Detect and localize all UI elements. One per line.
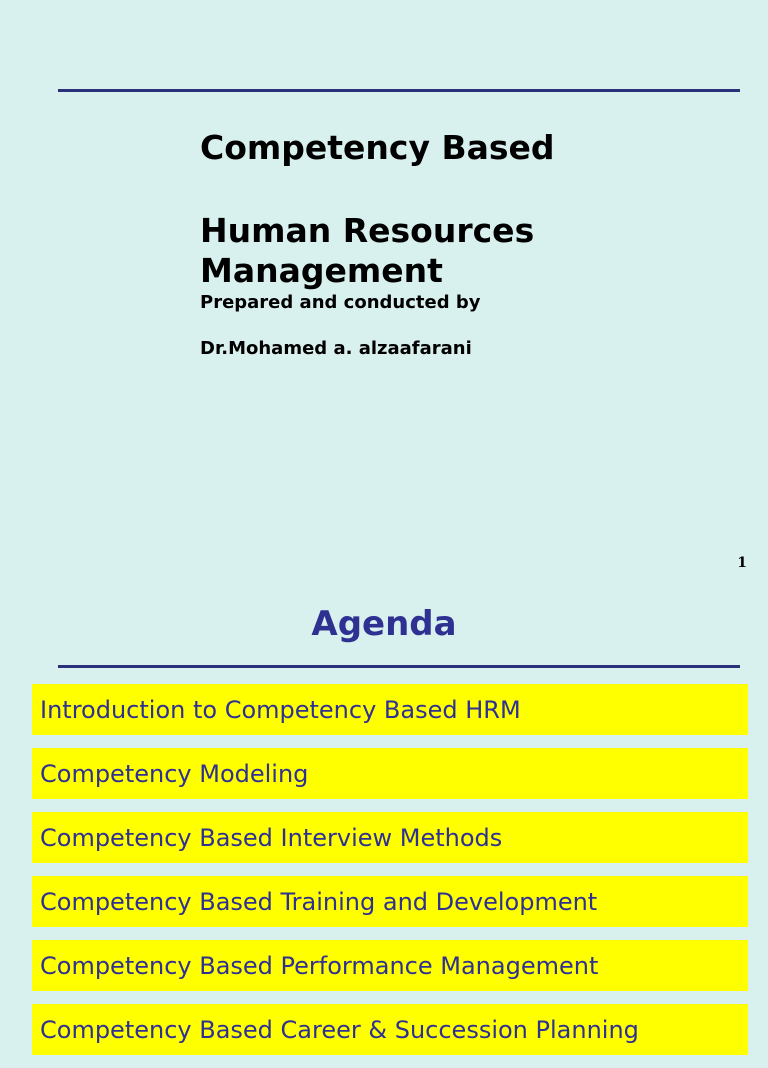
agenda-item: Competency Based Training and Development (32, 876, 748, 927)
agenda-slide (0, 580, 768, 1044)
presentation-title-line-2: Human Resources Management (200, 211, 535, 290)
agenda-list (32, 684, 748, 1068)
title-slide-divider (58, 89, 740, 92)
slide-page-number: 1 (737, 555, 747, 571)
prepared-by-label: Prepared and conducted by (200, 292, 481, 313)
agenda-item: Introduction to Competency Based HRM (32, 684, 748, 735)
agenda-item: Competency Modeling (32, 748, 748, 799)
agenda-item: Competency Based Interview Methods (32, 812, 748, 863)
agenda-item: Competency Based Performance Management (32, 940, 748, 991)
presentation-title-line-1: Competency Based (200, 128, 555, 167)
agenda-title: Agenda (311, 604, 457, 644)
agenda-item: Competency Based Career & Succession Planning (32, 1004, 748, 1055)
author-name: Dr.Mohamed a. alzaafarani (200, 338, 472, 359)
agenda-divider (58, 665, 740, 668)
